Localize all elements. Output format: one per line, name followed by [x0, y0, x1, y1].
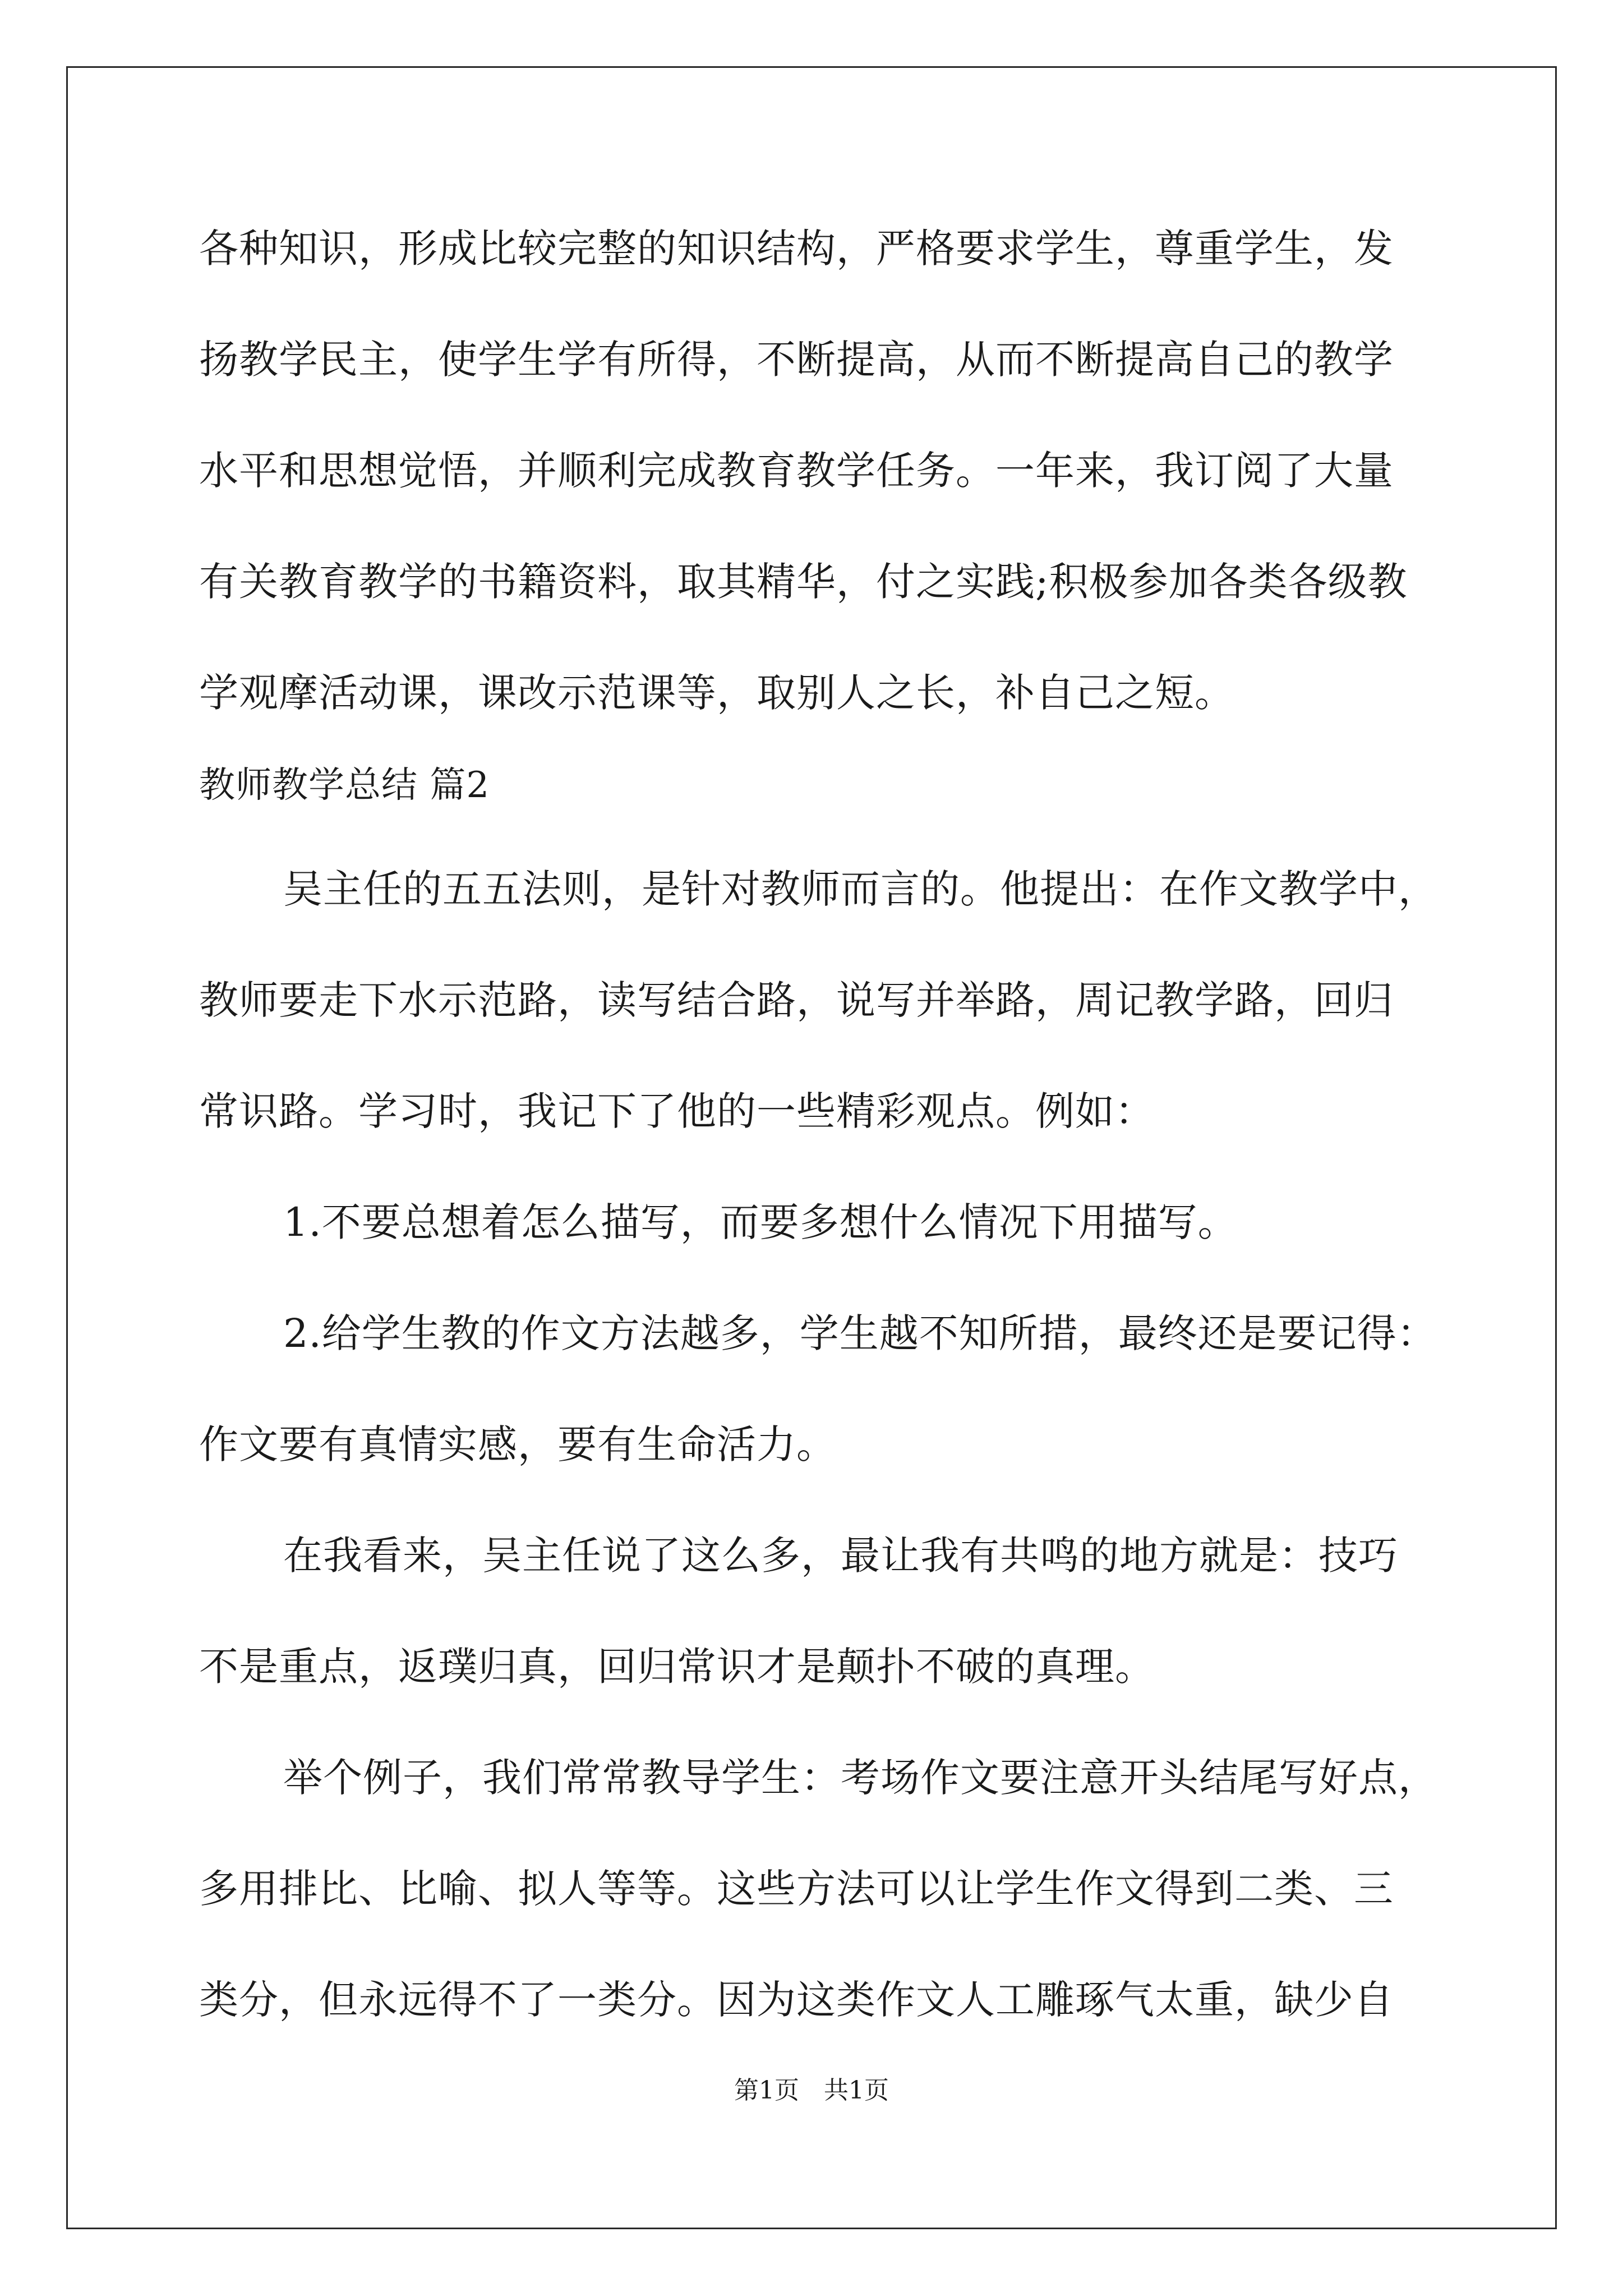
body-text-line: 多用排比、比喻、拟人等等。这些方法可以让学生作文得到二类、三 [199, 1866, 1394, 1912]
list-item-1: 1.不要总想着怎么描写，而要多想什么情况下用描写。 [283, 1199, 1238, 1245]
page-number-footer: 第1页 共1页 [734, 2076, 889, 2105]
list-item-2: 2.给学生教的作文方法越多，学生越不知所措，最终还是要记得： [283, 1310, 1437, 1356]
body-text-line: 类分，但永远得不了一类分。因为这类作文人工雕琢气太重，缺少自 [199, 1977, 1394, 2023]
paragraph-first-line: 吴主任的五五法则，是针对教师而言的。他提出：在作文教学中， [283, 866, 1438, 912]
body-text-line: 有关教育教学的书籍资料，取其精华，付之实践;积极参加各类各级教 [199, 559, 1408, 605]
body-text-line: 教师要走下水示范路，读写结合路，说写并举路，周记教学路，回归 [199, 977, 1394, 1023]
body-text-line: 不是重点，返璞归真，回归常识才是颠扑不破的真理。 [199, 1644, 1155, 1690]
body-text-line: 学观摩活动课，课改示范课等，取别人之长，补自己之短。 [199, 670, 1234, 716]
body-text-line: 常识路。学习时，我记下了他的一些精彩观点。例如： [199, 1088, 1155, 1134]
section-heading: 教师教学总结 篇2 [199, 765, 490, 806]
body-text-line: 扬教学民主，使学生学有所得，不断提高，从而不断提高自己的教学 [199, 337, 1394, 383]
body-text-line: 各种知识，形成比较完整的知识结构，严格要求学生，尊重学生，发 [199, 226, 1394, 272]
paragraph-first-line: 在我看来，吴主任说了这么多，最让我有共鸣的地方就是：技巧 [283, 1533, 1398, 1579]
body-text-line: 水平和思想觉悟，并顺利完成教育教学任务。一年来，我订阅了大量 [199, 448, 1394, 494]
paragraph-first-line: 举个例子，我们常常教导学生：考场作文要注意开头结尾写好点， [283, 1755, 1438, 1801]
body-text-line: 作文要有真情实感，要有生命活力。 [199, 1421, 836, 1467]
